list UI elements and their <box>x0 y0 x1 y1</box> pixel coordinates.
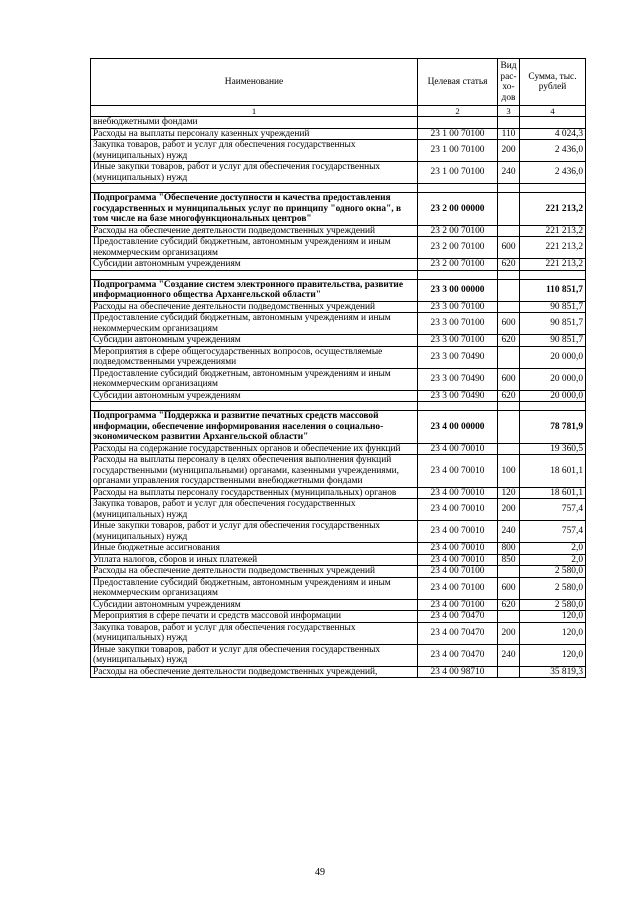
row-expense-type: 620 <box>498 335 520 347</box>
row-sum: 120,0 <box>520 611 586 623</box>
row-name: Предоставление субсидий бюджетным, автономным учреждениям и иным некоммерческим организациям <box>91 237 418 259</box>
row-name: Иные закупки товаров, работ и услуг для обеспечения государственных (муниципальных) нужд <box>91 644 418 666</box>
table-row <box>91 566 586 578</box>
table-row <box>91 346 586 368</box>
header-expense-type: Вид рас- хо- дов <box>498 59 520 106</box>
row-sum: 20 000,0 <box>520 346 586 368</box>
row-target-article <box>418 402 498 411</box>
row-expense-type: 240 <box>498 162 520 184</box>
row-sum: 2 580,0 <box>520 599 586 611</box>
row-target-article: 23 2 00 70100 <box>418 259 498 271</box>
table-row <box>91 577 586 599</box>
row-expense-type <box>498 611 520 623</box>
row-sum: 4 024,3 <box>520 128 586 140</box>
column-number: 2 <box>418 106 498 117</box>
row-target-article: 23 3 00 70490 <box>418 346 498 368</box>
row-name: Подпрограмма "Создание систем электронного правительства, развитие информационного общества Архангельской области" <box>91 279 418 301</box>
row-name <box>91 184 418 193</box>
row-expense-type: 800 <box>498 543 520 555</box>
row-sum: 2 436,0 <box>520 162 586 184</box>
budget-table <box>90 58 586 678</box>
row-sum: 221 213,2 <box>520 225 586 237</box>
row-sum: 2 580,0 <box>520 566 586 578</box>
row-target-article: 23 4 00 70100 <box>418 566 498 578</box>
row-sum: 78 781,9 <box>520 411 586 444</box>
row-sum: 2 580,0 <box>520 577 586 599</box>
row-sum <box>520 184 586 193</box>
table-row <box>91 140 586 162</box>
row-target-article: 23 3 00 00000 <box>418 279 498 301</box>
table-row <box>91 279 586 301</box>
row-target-article: 23 4 00 00000 <box>418 411 498 444</box>
column-number: 1 <box>91 106 418 117</box>
row-name: внебюджетными фондами <box>91 117 418 129</box>
row-expense-type: 600 <box>498 577 520 599</box>
row-expense-type <box>498 411 520 444</box>
row-sum: 221 213,2 <box>520 237 586 259</box>
row-name: Подпрограмма "Обеспечение доступности и качества предоставления государственных и муниципальных услуг по принципу "одного окна", в том числе на базе многофункциональных центров" <box>91 193 418 226</box>
row-target-article: 23 4 00 70100 <box>418 599 498 611</box>
table-row <box>91 225 586 237</box>
row-name: Расходы на выплаты персоналу государственных (муниципальных) органов <box>91 487 418 499</box>
row-target-article: 23 4 00 70010 <box>418 455 498 488</box>
row-name: Мероприятия в сфере общегосударственных вопросов, осуществляемые подведомственными учреждениями <box>91 346 418 368</box>
table-row <box>91 622 586 644</box>
table-row <box>91 184 586 193</box>
row-name: Субсидии автономным учреждениям <box>91 599 418 611</box>
table-row <box>91 368 586 390</box>
row-sum: 757,4 <box>520 521 586 543</box>
table-row <box>91 666 586 678</box>
row-expense-type: 110 <box>498 128 520 140</box>
table-row <box>91 117 586 129</box>
table-row <box>91 554 586 566</box>
table-row <box>91 411 586 444</box>
row-name: Субсидии автономным учреждениям <box>91 259 418 271</box>
row-expense-type: 200 <box>498 499 520 521</box>
row-expense-type <box>498 184 520 193</box>
row-name: Мероприятия в сфере печати и средств массовой информации <box>91 611 418 623</box>
row-target-article: 23 1 00 70100 <box>418 140 498 162</box>
table-row <box>91 644 586 666</box>
row-name: Расходы на выплаты персоналу казенных учреждений <box>91 128 418 140</box>
row-name: Иные закупки товаров, работ и услуг для обеспечения государственных (муниципальных) нужд <box>91 162 418 184</box>
table-row <box>91 313 586 335</box>
row-name: Иные бюджетные ассигнования <box>91 543 418 555</box>
row-name: Расходы на обеспечение деятельности подведомственных учреждений <box>91 301 418 313</box>
table-row <box>91 301 586 313</box>
row-name: Иные закупки товаров, работ и услуг для обеспечения государственных (муниципальных) нужд <box>91 521 418 543</box>
row-sum <box>520 270 586 279</box>
row-sum: 90 851,7 <box>520 301 586 313</box>
row-target-article: 23 1 00 70100 <box>418 128 498 140</box>
row-target-article <box>418 184 498 193</box>
row-target-article: 23 3 00 70100 <box>418 335 498 347</box>
row-target-article: 23 4 00 70100 <box>418 577 498 599</box>
column-number: 3 <box>498 106 520 117</box>
row-target-article: 23 4 00 70010 <box>418 543 498 555</box>
table-row <box>91 443 586 455</box>
row-expense-type: 200 <box>498 622 520 644</box>
row-sum: 90 851,7 <box>520 313 586 335</box>
row-expense-type <box>498 346 520 368</box>
row-target-article: 23 3 00 70490 <box>418 390 498 402</box>
row-expense-type <box>498 193 520 226</box>
row-target-article: 23 4 00 70010 <box>418 499 498 521</box>
row-sum: 120,0 <box>520 622 586 644</box>
table-row <box>91 487 586 499</box>
table-row <box>91 270 586 279</box>
row-sum: 90 851,7 <box>520 335 586 347</box>
row-sum: 20 000,0 <box>520 368 586 390</box>
column-number-row <box>91 106 586 117</box>
row-target-article: 23 4 00 98710 <box>418 666 498 678</box>
header-target-article: Целевая статья <box>418 59 498 106</box>
row-sum: 2 436,0 <box>520 140 586 162</box>
row-name: Закупка товаров, работ и услуг для обеспечения государственных (муниципальных) нужд <box>91 499 418 521</box>
row-sum: 20 000,0 <box>520 390 586 402</box>
table-body <box>91 117 586 678</box>
row-expense-type: 240 <box>498 521 520 543</box>
row-target-article: 23 4 00 70470 <box>418 622 498 644</box>
row-target-article: 23 4 00 70010 <box>418 521 498 543</box>
table-row <box>91 335 586 347</box>
row-sum: 221 213,2 <box>520 193 586 226</box>
row-name <box>91 270 418 279</box>
row-expense-type <box>498 301 520 313</box>
row-target-article: 23 4 00 70010 <box>418 487 498 499</box>
row-expense-type: 600 <box>498 313 520 335</box>
row-name: Расходы на выплаты персоналу в целях обеспечения выполнения функций государственными (муниципальными) органами, казенными учреждениями, органами управления государственными внебюджетными фондами <box>91 455 418 488</box>
row-expense-type: 850 <box>498 554 520 566</box>
row-expense-type <box>498 443 520 455</box>
row-target-article: 23 3 00 70490 <box>418 368 498 390</box>
row-sum: 757,4 <box>520 499 586 521</box>
row-target-article: 23 1 00 70100 <box>418 162 498 184</box>
table-row <box>91 543 586 555</box>
row-expense-type: 600 <box>498 237 520 259</box>
table-row <box>91 521 586 543</box>
row-name <box>91 402 418 411</box>
row-name: Предоставление субсидий бюджетным, автономным учреждениям и иным некоммерческим организациям <box>91 368 418 390</box>
row-expense-type: 240 <box>498 644 520 666</box>
table-row <box>91 193 586 226</box>
row-sum: 2,0 <box>520 554 586 566</box>
row-target-article: 23 3 00 70100 <box>418 301 498 313</box>
row-target-article: 23 4 00 70470 <box>418 644 498 666</box>
table-header-row <box>91 59 586 106</box>
row-expense-type: 620 <box>498 599 520 611</box>
row-sum: 18 601,1 <box>520 455 586 488</box>
row-target-article: 23 4 00 70010 <box>418 554 498 566</box>
row-sum: 120,0 <box>520 644 586 666</box>
table-row <box>91 162 586 184</box>
row-sum: 221 213,2 <box>520 259 586 271</box>
row-target-article: 23 2 00 70100 <box>418 237 498 259</box>
row-expense-type <box>498 279 520 301</box>
row-expense-type: 120 <box>498 487 520 499</box>
row-expense-type: 600 <box>498 368 520 390</box>
table-row <box>91 128 586 140</box>
row-name: Расходы на обеспечение деятельности подведомственных учреждений <box>91 225 418 237</box>
header-name: Наименование <box>91 59 418 106</box>
row-expense-type: 620 <box>498 390 520 402</box>
row-target-article <box>418 117 498 129</box>
row-name: Предоставление субсидий бюджетным, автономным учреждениям и иным некоммерческим организациям <box>91 577 418 599</box>
row-expense-type: 200 <box>498 140 520 162</box>
row-name: Подпрограмма "Поддержка и развитие печатных средств массовой информации, обеспечение информирования населения о социально-экономическом развитии Архангельской области" <box>91 411 418 444</box>
table-row <box>91 599 586 611</box>
row-sum <box>520 117 586 129</box>
row-name: Расходы на содержание государственных органов и обеспечение их функций <box>91 443 418 455</box>
row-target-article: 23 3 00 70100 <box>418 313 498 335</box>
row-name: Субсидии автономным учреждениям <box>91 390 418 402</box>
table-row <box>91 611 586 623</box>
row-expense-type <box>498 666 520 678</box>
row-expense-type <box>498 225 520 237</box>
row-sum: 18 601,1 <box>520 487 586 499</box>
table-row <box>91 499 586 521</box>
row-name: Расходы на обеспечение деятельности подведомственных учреждений <box>91 566 418 578</box>
page-number: 49 <box>315 867 325 878</box>
row-sum: 35 819,3 <box>520 666 586 678</box>
row-name: Предоставление субсидий бюджетным, автономным учреждениям и иным некоммерческим организациям <box>91 313 418 335</box>
table-row <box>91 237 586 259</box>
row-expense-type: 100 <box>498 455 520 488</box>
header-sum: Сумма, тыс. рублей <box>520 59 586 106</box>
row-name: Уплата налогов, сборов и иных платежей <box>91 554 418 566</box>
row-sum: 110 851,7 <box>520 279 586 301</box>
row-expense-type <box>498 402 520 411</box>
row-target-article: 23 2 00 70100 <box>418 225 498 237</box>
table-row <box>91 455 586 488</box>
row-target-article: 23 4 00 70010 <box>418 443 498 455</box>
row-name: Расходы на обеспечение деятельности подведомственных учреждений, <box>91 666 418 678</box>
row-sum <box>520 402 586 411</box>
row-name: Закупка товаров, работ и услуг для обеспечения государственных (муниципальных) нужд <box>91 622 418 644</box>
row-expense-type <box>498 270 520 279</box>
row-expense-type <box>498 566 520 578</box>
column-number: 4 <box>520 106 586 117</box>
table-row <box>91 390 586 402</box>
row-target-article <box>418 270 498 279</box>
table-row <box>91 259 586 271</box>
row-sum: 2,0 <box>520 543 586 555</box>
row-sum: 19 360,5 <box>520 443 586 455</box>
row-target-article: 23 2 00 00000 <box>418 193 498 226</box>
row-expense-type: 620 <box>498 259 520 271</box>
row-expense-type <box>498 117 520 129</box>
row-name: Закупка товаров, работ и услуг для обеспечения государственных (муниципальных) нужд <box>91 140 418 162</box>
row-target-article: 23 4 00 70470 <box>418 611 498 623</box>
row-name: Субсидии автономным учреждениям <box>91 335 418 347</box>
table-row <box>91 402 586 411</box>
